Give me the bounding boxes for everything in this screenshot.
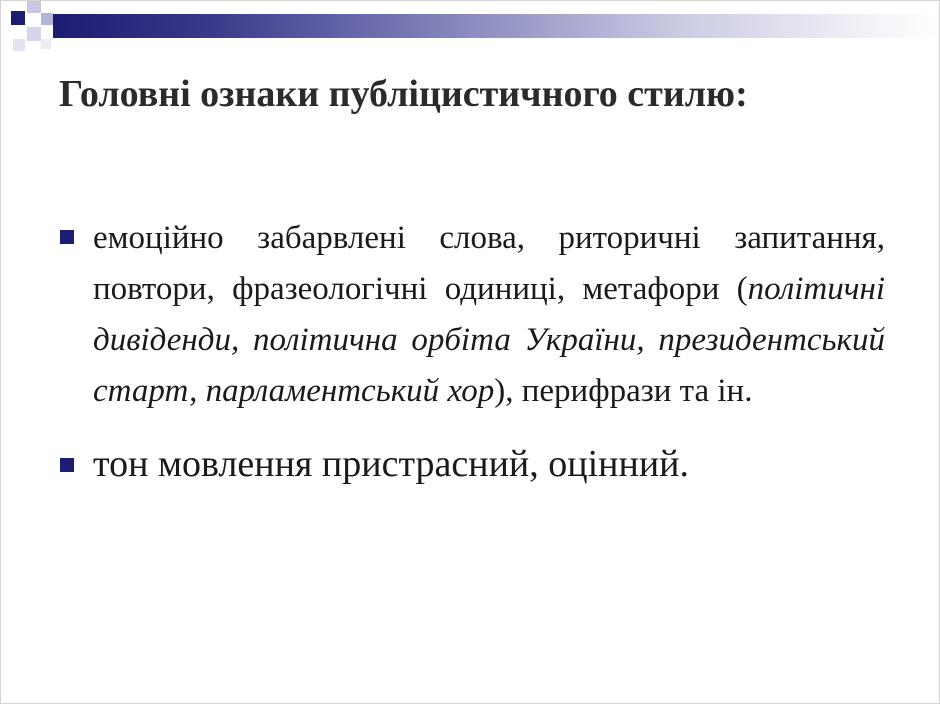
deco-square-light xyxy=(27,1,41,13)
bullet-text: емоційно забарвлені слова, риторичні запитання, повтори, фразеологічні одиниці, метафори ( xyxy=(93,220,885,307)
bullet-examples-italic: політичні дивіденди, політична орбіта України, президентський старт, парламентський хор xyxy=(93,271,885,409)
deco-square-light xyxy=(13,39,25,51)
bullet-item xyxy=(59,439,885,489)
bullet-text: тон мовлення пристрасний, оцінний. xyxy=(93,443,689,485)
bullet-list xyxy=(59,213,885,489)
bullet-item xyxy=(59,213,885,417)
slide-title: Головні ознаки публіцистичного стилю: xyxy=(59,73,748,115)
title-gradient-bar xyxy=(53,14,939,38)
deco-square-light xyxy=(41,13,53,25)
square-bullet-icon xyxy=(60,230,74,244)
bullet-text-end: ), перифрази та ін. xyxy=(494,373,753,409)
square-bullet-icon xyxy=(60,458,74,472)
deco-square-light xyxy=(41,39,51,49)
deco-square-light xyxy=(27,27,41,41)
deco-square-dark xyxy=(11,11,25,25)
